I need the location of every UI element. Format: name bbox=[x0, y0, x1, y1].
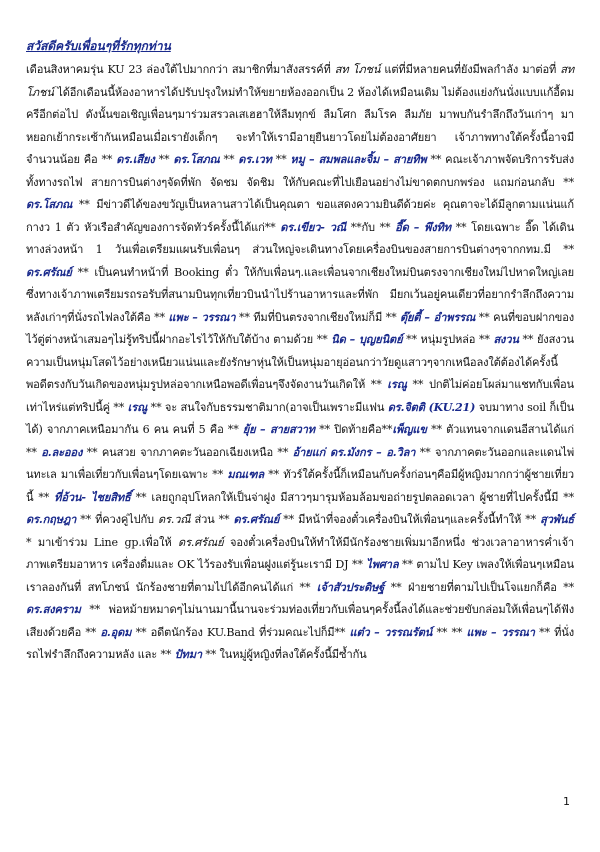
body-text-run: แต่ที่มีหลายคนที่ยังมีพลกำลัง มาต่อที่ bbox=[380, 63, 561, 76]
member-name: ดร.สงคราม bbox=[26, 603, 81, 616]
body-text-run: ** ทัวร์ใต้ครั้งนี้ก็เหมือนกับครั้งก่อนๆคือมีผู้หญิงมากกว่าผู้ชายเที่ยวนี้ ** bbox=[26, 468, 574, 504]
body-text-run: ** ที่ควงคู่ไปกับ bbox=[76, 513, 158, 526]
emphasis-text: ดร.ศรัณย์ bbox=[178, 535, 224, 549]
body-text-run: ** คนสวย จากภาคตะวันออกเฉียงเหนือ ** bbox=[82, 445, 293, 459]
body-text-run: ** จะ สนใจกับธรรมชาติมาก(อาจเป็นเพราะมีแฟน bbox=[147, 400, 388, 414]
member-name: ดร.กฤษฎา bbox=[26, 513, 77, 526]
member-name: ดร.ศรัณย์ bbox=[26, 265, 72, 279]
member-name: เพ็ญแข bbox=[392, 423, 427, 436]
body-text-run: ** bbox=[271, 153, 291, 166]
body-text-run: ** เป็นคนทำหน้าที่ Booking ตั๋ว ให้กับเพื่อนๆ.และเพื่อนจากเชียงใหม่บินตรงจากเชียงใหม่ไปหาดใหญ่เลย ซึ่งทางเจ้าภาพเตรียมรถรอรับที่สนามบินทุกเที่ยวบินนำไปร้านอาหารและที่พัก มียกเว้นอยู่คนเดียวที่อยากรำลึกถึงความหลังเก่าๆที่นั่งรถไฟลงใต้คือ ** bbox=[26, 265, 574, 324]
body-text-run: ** โดยเฉพาะ อี๊ด ได้เดินทางล่วงหน้า 1 วันเพื่อเตรียมแผนรับเพื่อนๆ ส่วนใหญ่จะเดินทางโดยเครื่องบินของสายการบินต่างๆจากกทม.มี ** bbox=[26, 220, 575, 256]
member-name: ปัทมา bbox=[174, 648, 202, 661]
body-text-run: ** คณะเจ้าภาพจัดบริการรับส่งทั้งทางรถไฟ สายการบินต่างๆจัดที่พัก จัดชม จัดชิม ให้กับคณะที่ไปเยือนอย่างไม่ขาดตกบกพร่อง แถมก่อนกลับ ** bbox=[26, 153, 575, 189]
body-text-run: ได้อีกเดือนนี้ห้องอาหารได้ปรับปรุงใหม่ทำให้ขยายห้องออกเป็น 2 ห้องได้เหมือนเดิม ไม่ต้องแย่งกันนั่งแบบแก้อื้ดมครีอีกต่อไป ดังนั้นขอเชิญเพื่อนๆมาร่วมสรวลเสเฮฮาให้ลืมทุกข์ ลืมโศก ลืมโรค ลืมภัย มาพบกันรำลึกถึงวันเก่าๆ มาหยอกเย้ากระเซ้ากันเหมือนเมื่อเรายังเด็กๆ จะทำให้เรามีอายุยืนยาวโดยไม่ต้องอาศัยยา เจ้าภาพทางใต้ครั้งนี้อาจมีจำนวนน้อย คือ ** bbox=[26, 85, 574, 166]
member-name: เรณู bbox=[387, 378, 407, 391]
member-name: อี๊ด – พึงทิท bbox=[395, 220, 451, 234]
body-text-run: ** มีข่าวดีได้ของขวัญเป็นหลานสาวได้เป็นคุณตา ขอแสดงความยินดีด้วยค่ะ คุณตาจะได้มีลูกตามแน่นแก้กางว 1 ตัว หัวเรือสำคัญของการจัดทัวร์ครั้งนี้ได้แก่** bbox=[26, 198, 574, 234]
body-text-run: ** ในหมู่ผู้หญิงที่ลงใต้ครั้งนี้มีซ้ำกัน bbox=[201, 648, 367, 661]
body-text-run: ** จากภาคตะวันออกและแดนไพ่นทะเล มาเพื่อเที่ยวกับเพื่อนๆโดยเฉพาะ ** bbox=[26, 445, 574, 481]
body-text-run: ** ฝ่ายชายที่ตามไปเป็นโจแยกก็คือ ** bbox=[384, 580, 574, 594]
body-text-run: ** คนที่ขอบฝากของไว้ตู่ต่างหน้าเสมอๆไม่รู้ทริปนี้ฝากอะไรไว้ให้กับใต้บ้าง ตามด้วย ** bbox=[26, 310, 574, 346]
body-text-run: ** ปิดท้ายคือ** bbox=[314, 423, 393, 436]
member-name: เจ้าสัวประดิษฐ์ bbox=[316, 580, 385, 594]
body-text-run: ** ตามไป Key เพลงให้เพื่อนๆเหมือนเราลองกันที่ สทโภชน์ นักร้องชายที่ตามไปได้อีกคนได้แก่ ** bbox=[26, 558, 574, 594]
body-text-run: ส่วน ** bbox=[190, 513, 234, 526]
member-name: หมู – สมพลและจิ้ม – สายทิพ bbox=[290, 153, 427, 166]
member-name: ดร.โสภณ bbox=[173, 153, 220, 166]
member-name: ดร.เวท bbox=[238, 153, 272, 166]
body-text-run: ** อดีตนักร้อง KU.Band ที่ร่วมคณะไปก็มี** bbox=[131, 625, 350, 639]
body-text-run: ** มีหน้าที่จองตั๋วเครื่องบินให้เพื่อนๆและครั้งนี้ทำให้ ** bbox=[279, 513, 541, 526]
body-text-run: จองตั๋วเครื่องบินให้ทำให้มีนักร้องชายเพิ่มมาอีกหนึ่ง ช่วงเวลาอาหารค่ำเจ้าภาพเตรียมอาหาร เครื่องดื่มและ OK ไว้รองรับเพื่อนฝูงแต่รู้นะเรามี DJ ** bbox=[26, 535, 574, 571]
member-name: ดร.จิตติ (KU.21) bbox=[387, 400, 476, 414]
body-text-run: ** bbox=[219, 153, 239, 166]
newsletter-paragraph bbox=[26, 59, 574, 667]
member-name: อ.ละออง bbox=[41, 445, 83, 459]
body-text-run: ** ปกติไม่ค่อยโผล่มาแชทกับเพื่อนเท่าไหร่แต่ทริปนี้คู่ ** bbox=[26, 378, 574, 414]
member-name: นิด – บุญยนิตย์ bbox=[331, 333, 403, 346]
member-name: สุวพันธ์ bbox=[540, 513, 574, 526]
member-name: แพะ – วรรณา bbox=[168, 310, 236, 324]
member-name: สงวน bbox=[493, 333, 519, 346]
body-text-run: จบมาทาง soil ก็เป็นได้) จากภาคเหนือมากัน 6 คน คนที่ 5 คือ ** bbox=[26, 400, 574, 436]
body-text-run: * มาเข้าร่วม Line gp.เพื่อให้ bbox=[26, 535, 179, 549]
body-text-run: ** พ่อหม้ายหมาดๆไม่นานมานี้นานจะร่วมท่องเที่ยวกับเพื่อนๆครั้งนี้ลงได้และช่วยขับกล่อมให้เพื่อนๆได้ฟังเสียงด้วยคือ ** bbox=[26, 603, 574, 639]
member-name: อ้ายแก่ ดร.มังกร – อ.วิลา bbox=[292, 445, 416, 459]
member-name: ยุ้ย – สายสวาท bbox=[242, 423, 315, 436]
body-text-run: ** ที่นั่งรถไฟรำลึกถึงความหลัง และ ** bbox=[26, 625, 574, 661]
body-text-run: ** ตัวแทนจากแดนอีสานได้แก่ ** bbox=[26, 423, 574, 459]
member-name: แต๋ว – วรรณรัตน์ bbox=[349, 625, 433, 639]
page-number: 1 bbox=[563, 795, 570, 808]
body-text-run: ** ยังสงวนความเป็นหนุ่มโสดไว้อย่างเหนียวแน่นและยังรักษาหุ่นให้เป็นหนุ่มอายุอ่อนกว่าวัยดูแสาวๆจากเหนือลงใต้ต้องได้ครั้งนี้พอดีตรงกับวันเกิดของหนุ่มรูปหล่อจากเหนือพอดีเพื่อนๆจึงจัดงานวันเกิดให้ ** bbox=[26, 333, 574, 391]
member-name: ไพศาล bbox=[366, 558, 399, 571]
member-name: แพะ – วรรณา bbox=[466, 625, 535, 639]
emphasis-text: สท โภชน์ bbox=[26, 63, 574, 99]
body-text-run: **กับ ** bbox=[346, 220, 396, 234]
document-page bbox=[26, 38, 574, 667]
body-text-run: เดือนสิงหาคมรุ่น KU 23 ล่องใต้ไปมากกว่า สมาชิกที่มาสังสรรค์ที่ bbox=[26, 63, 335, 76]
member-name: อ.อุดม bbox=[100, 625, 132, 639]
member-name: ที่อ้วน- ไชยสิทธิ์ bbox=[54, 490, 131, 504]
greeting-heading: สวัสดีครับเพื่อนๆที่รักทุกท่าน bbox=[26, 39, 171, 53]
member-name: ดร.โสภณ bbox=[26, 198, 73, 211]
body-text-run: ** หนุ่มรูปหล่อ ** bbox=[402, 333, 494, 346]
member-name: มณเฑล bbox=[227, 468, 264, 481]
body-text-run: ** bbox=[154, 153, 174, 166]
member-name: ตุ๊ยตี้ – อำพรรณ bbox=[400, 310, 476, 324]
emphasis-text: ดร.วณี bbox=[157, 513, 191, 526]
emphasis-text: สท โภชน์ bbox=[334, 63, 381, 76]
body-text-run: ** ** bbox=[432, 625, 467, 639]
body-text-run: ** เลยถูกอุปโหลกให้เป็นจ่าฝูง มีสาวๆมารุมห้อมล้อมขอถ่ายรูปตลอดเวลา ผู้ชายที่ไปครั้งนี้มี ** bbox=[130, 490, 575, 504]
member-name: เรณู bbox=[127, 400, 148, 414]
member-name: ดร.ศรัณย์ bbox=[233, 513, 280, 526]
member-name: ดร.เสียง bbox=[116, 153, 155, 166]
member-name: ดร.เขียว- วณี bbox=[280, 220, 346, 234]
body-text-run: ** ทีมที่บินตรงจากเชียงใหม่ก็มี ** bbox=[235, 310, 400, 324]
